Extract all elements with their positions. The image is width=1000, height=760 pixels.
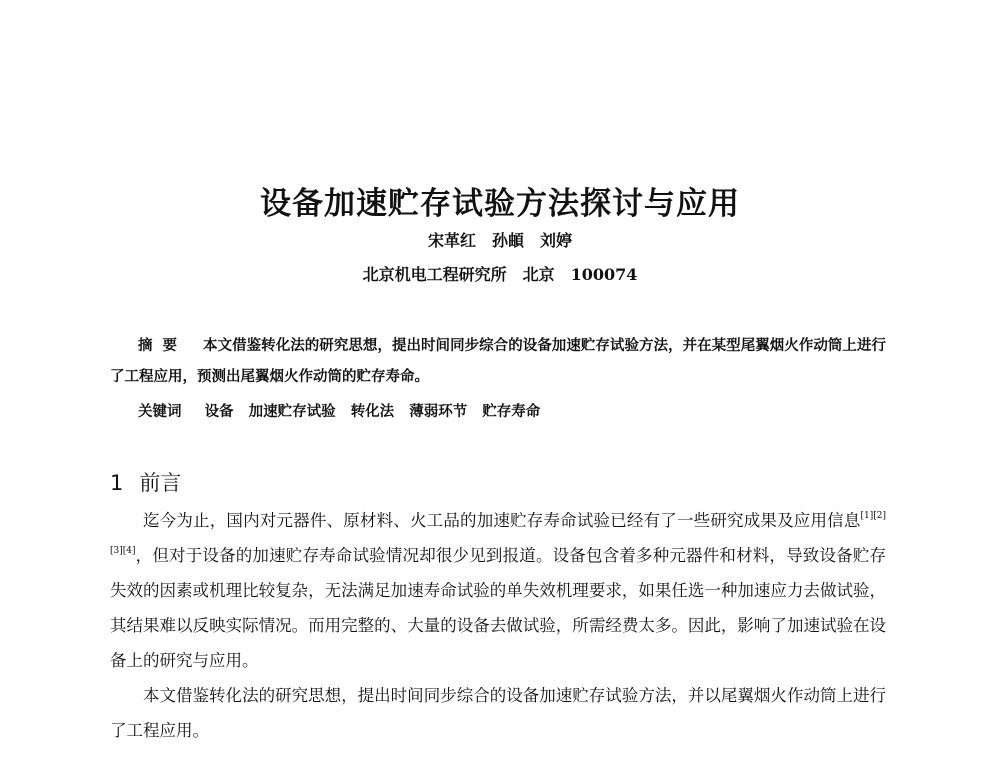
keywords bbox=[138, 400, 540, 421]
paragraph-1 bbox=[110, 503, 886, 678]
paragraph-1-text-b: ，但对于设备的加速贮存寿命试验情况却很少见到报道。设备包含着多种元器件和材料，导致设备贮存失效的因素或机理比较复杂，无法满足加速寿命试验的单失效机理要求，如果任选一种加速应力去做试验，其结果难以反映实际情况。而用完整的、大量的设备去做试验，所需经费太多。因此，影响了加速试验在设备上的研究与应用。 bbox=[110, 546, 886, 670]
paper-authors: 宋革红 孙頔 刘婷 bbox=[427, 231, 572, 250]
section-number: 1 bbox=[110, 471, 124, 495]
keyword-item: 贮存寿命 bbox=[482, 403, 541, 420]
paper-affiliation: 北京机电工程研究所 北京 100074 bbox=[362, 265, 638, 284]
paper-title: 设备加速贮存试验方法探讨与应用 bbox=[260, 186, 740, 222]
paragraph-2: 本文借鉴转化法的研究思想，提出时间同步综合的设备加速贮存试验方法，并以尾翼烟火作动筒上进行了工程应用。 bbox=[110, 686, 886, 740]
keyword-item: 转化法 bbox=[350, 403, 395, 420]
keyword-item: 设备 bbox=[204, 403, 234, 420]
keyword-item: 加速贮存试验 bbox=[248, 403, 336, 420]
section-body bbox=[110, 503, 886, 748]
section-heading bbox=[110, 467, 181, 497]
abstract-text: 本文借鉴转化法的研究思想，提出时间同步综合的设备加速贮存试验方法，并在某型尾翼烟火作动筒上进行了工程应用，预测出尾翼烟火作动筒的贮存寿命。 bbox=[110, 337, 886, 385]
paragraph-1-text-a: 迄今为止，国内对元器件、原材料、火工品的加速贮存寿命试验已经有了一些研究成果及应用信息 bbox=[143, 511, 861, 530]
keywords-label: 关键词 bbox=[138, 403, 182, 420]
abstract-label: 摘要 bbox=[138, 337, 187, 354]
abstract bbox=[110, 330, 886, 392]
section-title: 前言 bbox=[139, 471, 182, 495]
keyword-item: 薄弱环节 bbox=[409, 403, 468, 420]
citation-marker: [1][2][3][4] bbox=[110, 511, 886, 556]
